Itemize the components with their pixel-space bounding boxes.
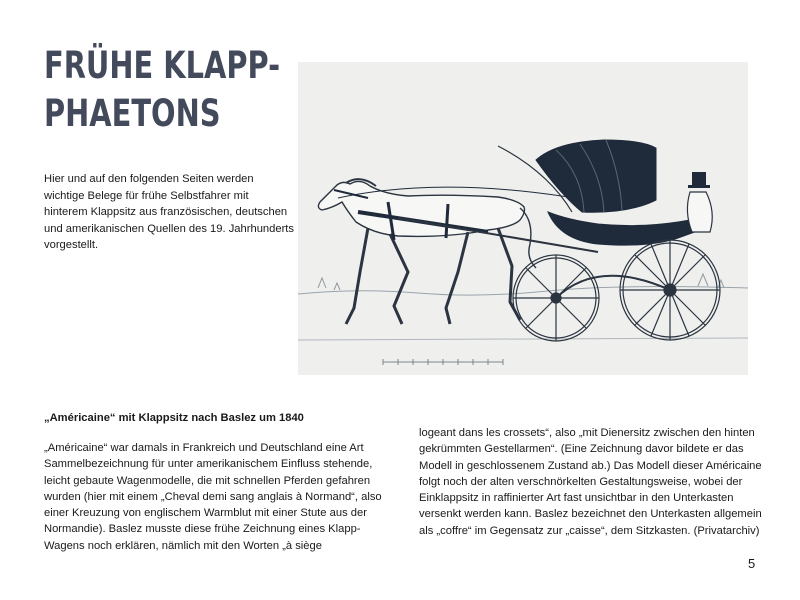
intro-paragraph: Hier und auf den folgenden Seiten werden wichtige Belege für frühe Selbstfahrer mit hinterem Klappsitz aus französischen, deutschen und amerikanischen Quellen des 19. Jahrhunderts vorgestellt. [44, 173, 295, 252]
body-text-left: „Américaine“ war damals in Frankreich und Deutschland eine Art Sammelbezeichnung für unter amerikanischem Einfluss stehende, leicht gebaute Wagenmodelle, die mit schnellen Pferden gefahren wurden (hier mit einem „Cheval demi sang anglais à Normand“, also einer Kreuzung von englischem Warmblut mit einer Stute aus der Normandie). Baslez musste diese frühe Zeichnung eines Klapp-Wagens noch erklären, nämlich mit den Worten „à siège [44, 442, 382, 552]
body-text-right: logeant dans les crossets“, also „mit Dienersitz zwischen den hinten gekrümmten Gestellarmen“. (Eine Zeichnung davor bildete er das Modell in geschlossenem Zustand ab.) Das Modell dieser Américaine folgt noch der alten verschnörkelten Gestaltungsweise, wobei der Einklappsitz in raffinierter Art fast unsichtbar in den Unterkasten versenkt werden kann. Baslez bezeichnet den Unterkasten allgemein als „coffre“ im Gegensatz zur „caisse“, dem Sitzkasten. (Privatarchiv) [419, 427, 762, 537]
page-title: FRÜHE KLAPP- PHAETONS [44, 44, 281, 135]
carriage-illustration [298, 62, 748, 375]
page-number: 5 [748, 556, 756, 571]
section-heading: „Américaine“ mit Klappsitz nach Baslez um 1840 [44, 412, 304, 424]
